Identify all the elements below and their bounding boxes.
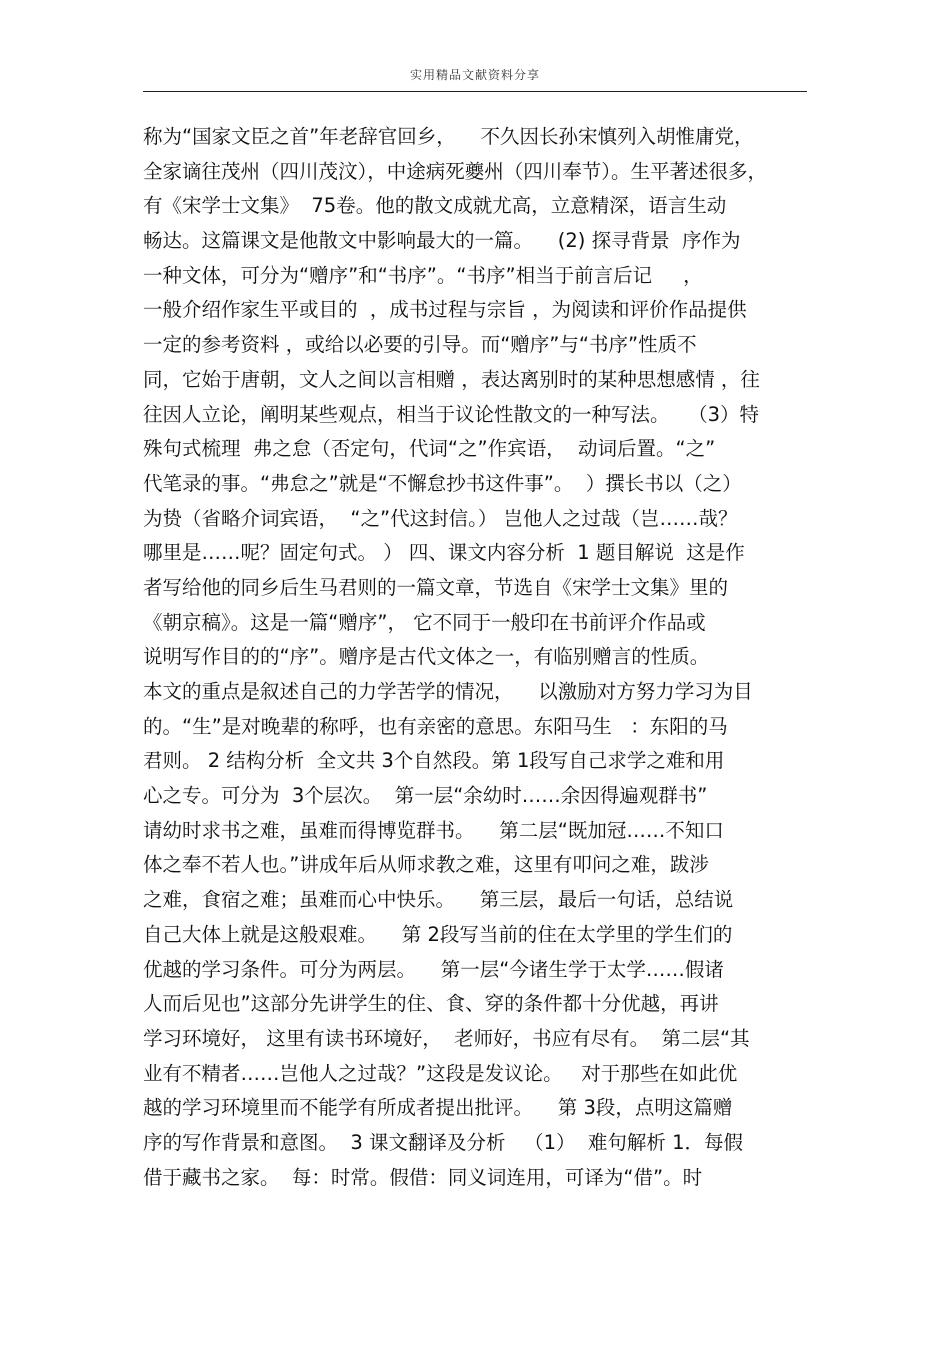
text-line: 业有不精者……岂他人之过哉？”这段是发议论。 对于那些在如此优 — [143, 1061, 738, 1085]
text-line: 一种文体，可分为“赠序”和“书序”。“书序”相当于前言后记 ， — [143, 263, 703, 287]
text-line: 学习环境好， 这里有读书环境好， 老师好，书应有尽有。 第二层“其 — [143, 1026, 750, 1050]
text-line: 《朝京稿》。这是一篇“赠序”， 它不同于一般印在书前评介作品或 — [143, 610, 706, 634]
text-line: 之难，食宿之难；虽难而心中快乐。 第三层，最后一句话，总结说 — [143, 888, 734, 912]
text-line: 畅达。这篇课文是他散文中影响最大的一篇。 (2) 探寻背景 序作为 — [143, 229, 741, 253]
text-line: 殊句式梳理 弗之怠（否定句，代词“之”作宾语， 动词后置。“之” — [143, 437, 716, 461]
text-line: 说明写作目的的“序”。赠序是古代文体之一，有临别赠言的性质。 — [143, 645, 710, 669]
text-line: 人而后见也”这部分先讲学生的住、食、穿的条件都十分优越，再讲 — [143, 992, 719, 1016]
text-line: 的。“生”是对晚辈的称呼，也有亲密的意思。东阳马生 ：东阳的马 — [143, 714, 728, 738]
text-line: 往因人立论，阐明某些观点，相当于议论性散文的一种写法。 （3）特 — [143, 402, 760, 426]
text-line: 同，它始于唐朝，文人之间以言相赠 ，表达离别时的某种思想感情 ，往 — [143, 367, 760, 391]
text-line: 为贽（省略介词宾语， “之”代这封信。） 岂他人之过哉（岂……哉？ — [143, 506, 738, 530]
text-line: 越的学习环境里而不能学有所成者提出批评。 第 3段，点明这篇赠 — [143, 1096, 733, 1120]
text-line: 序的写作背景和意图。 3 课文翻译及分析 （1） 难句解析 1．每假 — [143, 1130, 744, 1154]
header-divider — [143, 91, 807, 92]
text-line: 代笔录的事。“弗怠之”就是“不懈怠抄书这件事”。 ）撰长书以（之） — [143, 471, 742, 495]
text-line: 一定的参考资料 ，或给以必要的引导。而“赠序”与“书序”性质不 — [143, 333, 697, 357]
text-line: 称为“国家文臣之首”年老辞官回乡， 不久因长孙宋慎列入胡惟庸党， — [143, 125, 754, 148]
text-line: 者写给他的同乡后生马君则的一篇文章，节选自《宋学士文集》里的 — [143, 575, 729, 599]
text-line: 借于藏书之家。 每：时常。假借：同义词连用，可译为“借”。时 — [143, 1165, 703, 1189]
text-line: 全家谪往茂州（四川茂汶），中途病死夔州（四川奉节）。生平著述很多， — [143, 159, 768, 183]
page-header: 实用精品文献资料分享 — [409, 68, 540, 82]
text-line: 一般介绍作家生平或目的 ，成书过程与宗旨 ，为阅读和评价作品提供 — [143, 298, 747, 322]
text-line: 本文的重点是叙述自己的力学苦学的情况， 以激励对方努力学习为目 — [143, 680, 753, 703]
text-line: 君则。 2 结构分析 全文共 3个自然段。第 1段写自己求学之难和用 — [143, 749, 725, 773]
text-line: 自己大体上就是这般艰难。 第 2段写当前的住在太学里的学生们的 — [143, 922, 733, 946]
text-line: 体之奉不若人也。”讲成年后从师求教之难，这里有叩问之难，跋涉 — [143, 853, 709, 877]
text-line: 优越的学习条件。可分为两层。 第一层“今诸生学于太学……假诸 — [143, 957, 724, 981]
document-body — [143, 120, 823, 1195]
text-line: 有《宋学士文集》 75卷。他的散文成就尤高，立意精深，语言生动 — [143, 194, 727, 218]
text-line: 心之专。可分为 3个层次。 第一层“余幼时……余因得遍观群书” — [143, 784, 708, 808]
text-line: 哪里是……呢？固定句式。 ） 四、课文内容分析 1 题目解说 这是作 — [143, 541, 745, 565]
text-line: 请幼时求书之难，虽难而得博览群书。 第二层“既加冠……不知口 — [143, 818, 724, 842]
